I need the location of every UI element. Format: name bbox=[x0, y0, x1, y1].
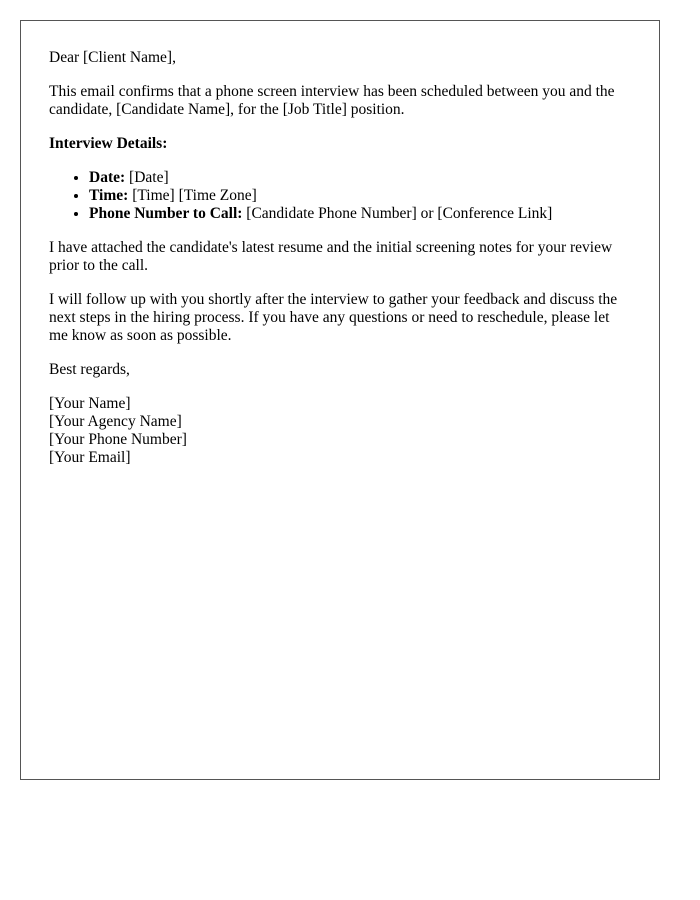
detail-phone bbox=[89, 205, 631, 223]
signature-email: [Your Email] bbox=[49, 449, 131, 466]
follow-up-paragraph: I will follow up with you shortly after the interview to gather your feedback and discuss the next steps in the hiring process. If you have any questions or need to reschedule, please let me know as soon as possible. bbox=[49, 291, 618, 344]
attachments-paragraph: I have attached the candidate's latest resume and the initial screening notes for your review prior to the call. bbox=[49, 239, 613, 274]
signature-block bbox=[49, 395, 631, 467]
interview-details-heading: Interview Details: bbox=[49, 135, 168, 152]
detail-date-value: [Date] bbox=[125, 169, 169, 186]
email-document bbox=[20, 20, 660, 780]
closing: Best regards, bbox=[49, 361, 130, 378]
interview-details-list bbox=[49, 169, 631, 223]
signature-agency: [Your Agency Name] bbox=[49, 413, 182, 430]
detail-time-label: Time: bbox=[89, 187, 129, 204]
detail-phone-label: Phone Number to Call: bbox=[89, 205, 243, 222]
detail-time bbox=[89, 187, 631, 205]
detail-date-label: Date: bbox=[89, 169, 126, 186]
signature-phone: [Your Phone Number] bbox=[49, 431, 187, 448]
detail-phone-value: [Candidate Phone Number] or [Conference Link] bbox=[242, 205, 553, 222]
greeting: Dear [Client Name], bbox=[49, 49, 176, 66]
detail-date bbox=[89, 169, 631, 187]
intro-paragraph: This email confirms that a phone screen interview has been scheduled between you and the candidate, [Candidate Name], for the [Job Title] position. bbox=[49, 83, 615, 118]
detail-time-value: [Time] [Time Zone] bbox=[128, 187, 257, 204]
signature-name: [Your Name] bbox=[49, 395, 131, 412]
